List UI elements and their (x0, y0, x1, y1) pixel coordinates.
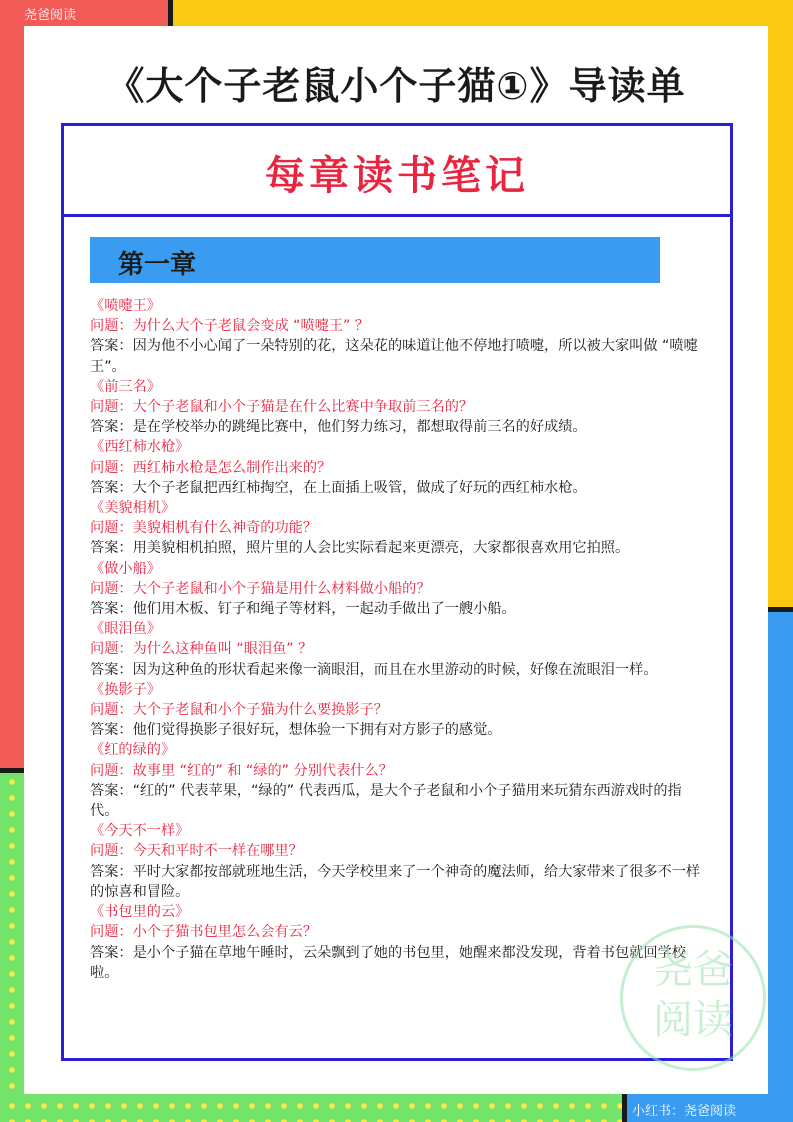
frame-divider (0, 768, 24, 773)
qa-item (90, 680, 710, 741)
qa-answer: 答案：因为这种鱼的形状看起来像一滴眼泪，而且在水里游动的时候，好像在流眼泪一样。 (90, 661, 658, 678)
qa-answer: 答案：“红的” 代表苹果，“绿的” 代表西瓜，是大个子老鼠和小个子猫用来玩猜东西游戏时的指代。 (90, 782, 682, 820)
frame-right-blue (768, 610, 793, 1122)
qa-answer: 答案：平时大家都按部就班地生活，今天学校里来了一个神奇的魔法师，给大家带来了很多不一样的惊喜和冒险。 (90, 863, 701, 900)
qa-question: 问题：故事里 “红的” 和 “绿的” 分别代表什么？ (90, 762, 393, 779)
qa-title: 《书包里的云》 (90, 904, 190, 921)
qa-title: 《前三名》 (90, 378, 161, 395)
page-title: 《大个子老鼠小个子猫①》导读单 (106, 64, 686, 108)
qa-answer: 答案：因为他不小心闻了一朵特别的花，这朵花的味道让他不停地打喷嚏，所以被大家叫做 “喷嚏王”。 (90, 338, 698, 375)
qa-question: 问题：大个子老鼠和小个子猫是用什么材料做小船的？ (90, 580, 431, 597)
qa-question: 问题：美貌相机有什么神奇的功能？ (90, 520, 318, 537)
watermark-stamp (620, 925, 766, 1071)
qa-item (90, 619, 710, 680)
section-header: 每章读书笔记 (265, 153, 529, 199)
frame-divider (768, 607, 793, 612)
qa-question: 问题：大个子老鼠和小个子猫是在什么比赛中争取前三名的？ (90, 399, 474, 416)
chapter-bar (90, 237, 660, 283)
qa-title: 《换影子》 (90, 681, 161, 698)
qa-question: 问题：大个子老鼠和小个子猫为什么要换影子？ (90, 702, 388, 719)
qa-title: 《美貌相机》 (90, 500, 176, 517)
footer-label: 小红书：尧爸阅读 (632, 1104, 737, 1119)
qa-question: 问题：西红柿水枪是怎么制作出来的？ (90, 459, 332, 476)
frame-divider (168, 0, 173, 26)
qa-title: 《喷嚏王》 (90, 298, 161, 314)
qa-title: 《西红柿水枪》 (90, 439, 190, 456)
qa-answer: 答案：他们用木板、钉子和绳子等材料，一起动手做出了一艘小船。 (90, 601, 516, 618)
qa-title: 《眼泪鱼》 (90, 621, 161, 638)
section-header-box (61, 123, 733, 217)
notes-panel (61, 214, 733, 1061)
qa-title: 《做小船》 (90, 560, 161, 577)
qa-item (90, 902, 710, 983)
frame-right-yellow (768, 0, 793, 610)
frame-bottom-green (0, 1094, 622, 1122)
frame-top-yellow (168, 0, 793, 26)
qa-answer: 答案：大个子老鼠把西红柿掏空，在上面插上吸管，做成了好玩的西红柿水枪。 (90, 479, 587, 496)
qa-answer: 答案：用美貌相机拍照，照片里的人会比实际看起来更漂亮，大家都很喜欢用它拍照。 (90, 540, 630, 557)
qa-title: 《今天不一样》 (90, 823, 190, 840)
qa-question: 问题：为什么大个子老鼠会变成 “喷嚏王” ？ (90, 318, 370, 335)
qa-list (90, 296, 710, 983)
brand-label: 尧爸阅读 (24, 8, 77, 23)
qa-answer: 答案：是小个子猫在草地午睡时，云朵飘到了她的书包里，她醒来都没发现，背着书包就回学校啦。 (90, 944, 686, 981)
qa-question: 问题：为什么这种鱼叫 “眼泪鱼” ？ (90, 641, 313, 658)
frame-left-red (0, 0, 24, 770)
qa-question: 问题：小个子猫书包里怎么会有云？ (90, 924, 318, 941)
watermark-text: 阅读 (653, 997, 733, 1043)
qa-item (90, 740, 710, 821)
qa-answer: 答案：是在学校举办的跳绳比赛中，他们努力练习，都想取得前三名的好成绩。 (90, 419, 587, 436)
frame-left-green (0, 770, 24, 1122)
qa-item (90, 821, 710, 902)
qa-item (90, 559, 710, 620)
watermark-text: 尧爸 (653, 947, 733, 993)
qa-item (90, 498, 710, 559)
qa-item (90, 437, 710, 498)
chapter-label: 第一章 (118, 250, 197, 280)
qa-item (90, 296, 710, 377)
qa-title: 《红的绿的》 (90, 742, 176, 759)
frame-divider (622, 1094, 627, 1122)
qa-question: 问题：今天和平时不一样在哪里？ (90, 843, 303, 860)
qa-item (90, 377, 710, 438)
qa-answer: 答案：他们觉得换影子很好玩，想体验一下拥有对方影子的感觉。 (90, 722, 502, 739)
